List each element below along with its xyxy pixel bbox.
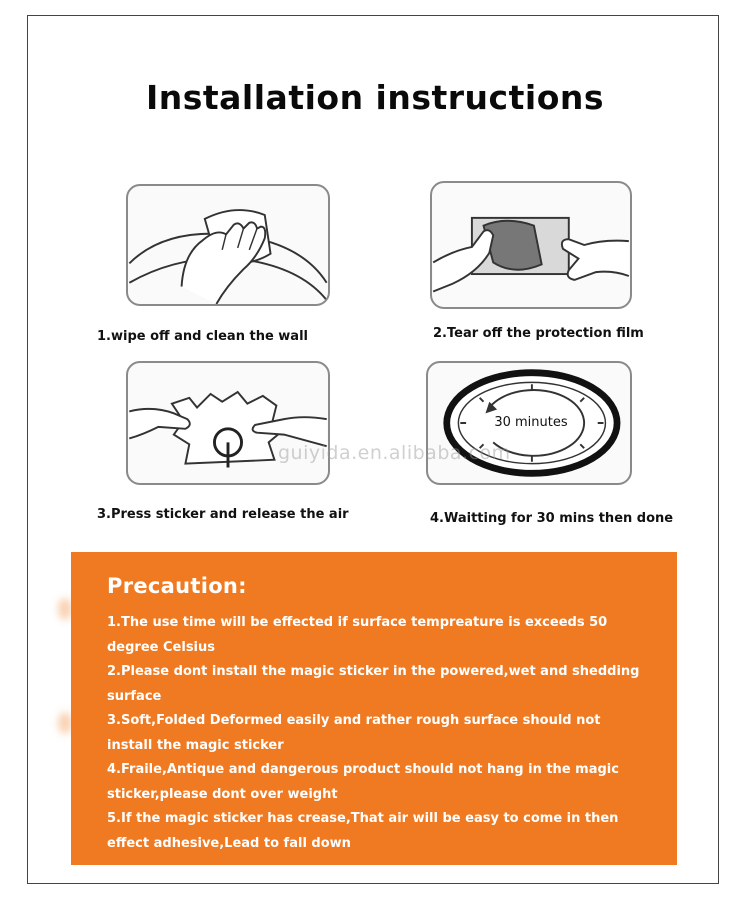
peel-film-icon <box>432 183 630 307</box>
step-2-image <box>430 181 632 309</box>
hand-wiping-icon <box>128 186 328 304</box>
precaution-item-4: 4.Fraile,Antique and dangerous product should not hang in the magic sticker,please dont over weight <box>107 762 619 802</box>
press-sticker-icon <box>128 363 328 483</box>
step-4-image <box>426 361 632 485</box>
precaution-item-5: 5.If the magic sticker has crease,That air will be easy to come in then effect adhesive,Lead to fall down <box>107 811 619 851</box>
step-3-image <box>126 361 330 485</box>
precaution-item-2: 2.Please dont install the magic sticker in the powered,wet and shedding surface <box>107 664 640 704</box>
precaution-item-3: 3.Soft,Folded Deformed easily and rather rough surface should not install the magic sticker <box>107 713 601 753</box>
step-1-image <box>126 184 330 306</box>
precaution-title: Precaution: <box>107 574 247 598</box>
step-1-caption: 1.wipe off and clean the wall <box>97 329 308 344</box>
decorative-blur <box>58 598 72 620</box>
step-4-caption: 4.Waitting for 30 mins then done <box>430 511 674 526</box>
step-3-caption: 3.Press sticker and release the air <box>97 507 349 522</box>
precaution-item-1: 1.The use time will be effected if surface tempreature is exceeds 50 degree Celsius <box>107 615 608 655</box>
precaution-box <box>71 552 677 865</box>
clock-label: 30 minutes <box>494 415 568 430</box>
watermark: guiyida.en.alibaba.com <box>278 442 511 464</box>
page-title: Installation instructions <box>145 78 605 117</box>
decorative-blur <box>58 712 72 734</box>
step-2-caption: 2.Tear off the protection film <box>433 326 644 341</box>
